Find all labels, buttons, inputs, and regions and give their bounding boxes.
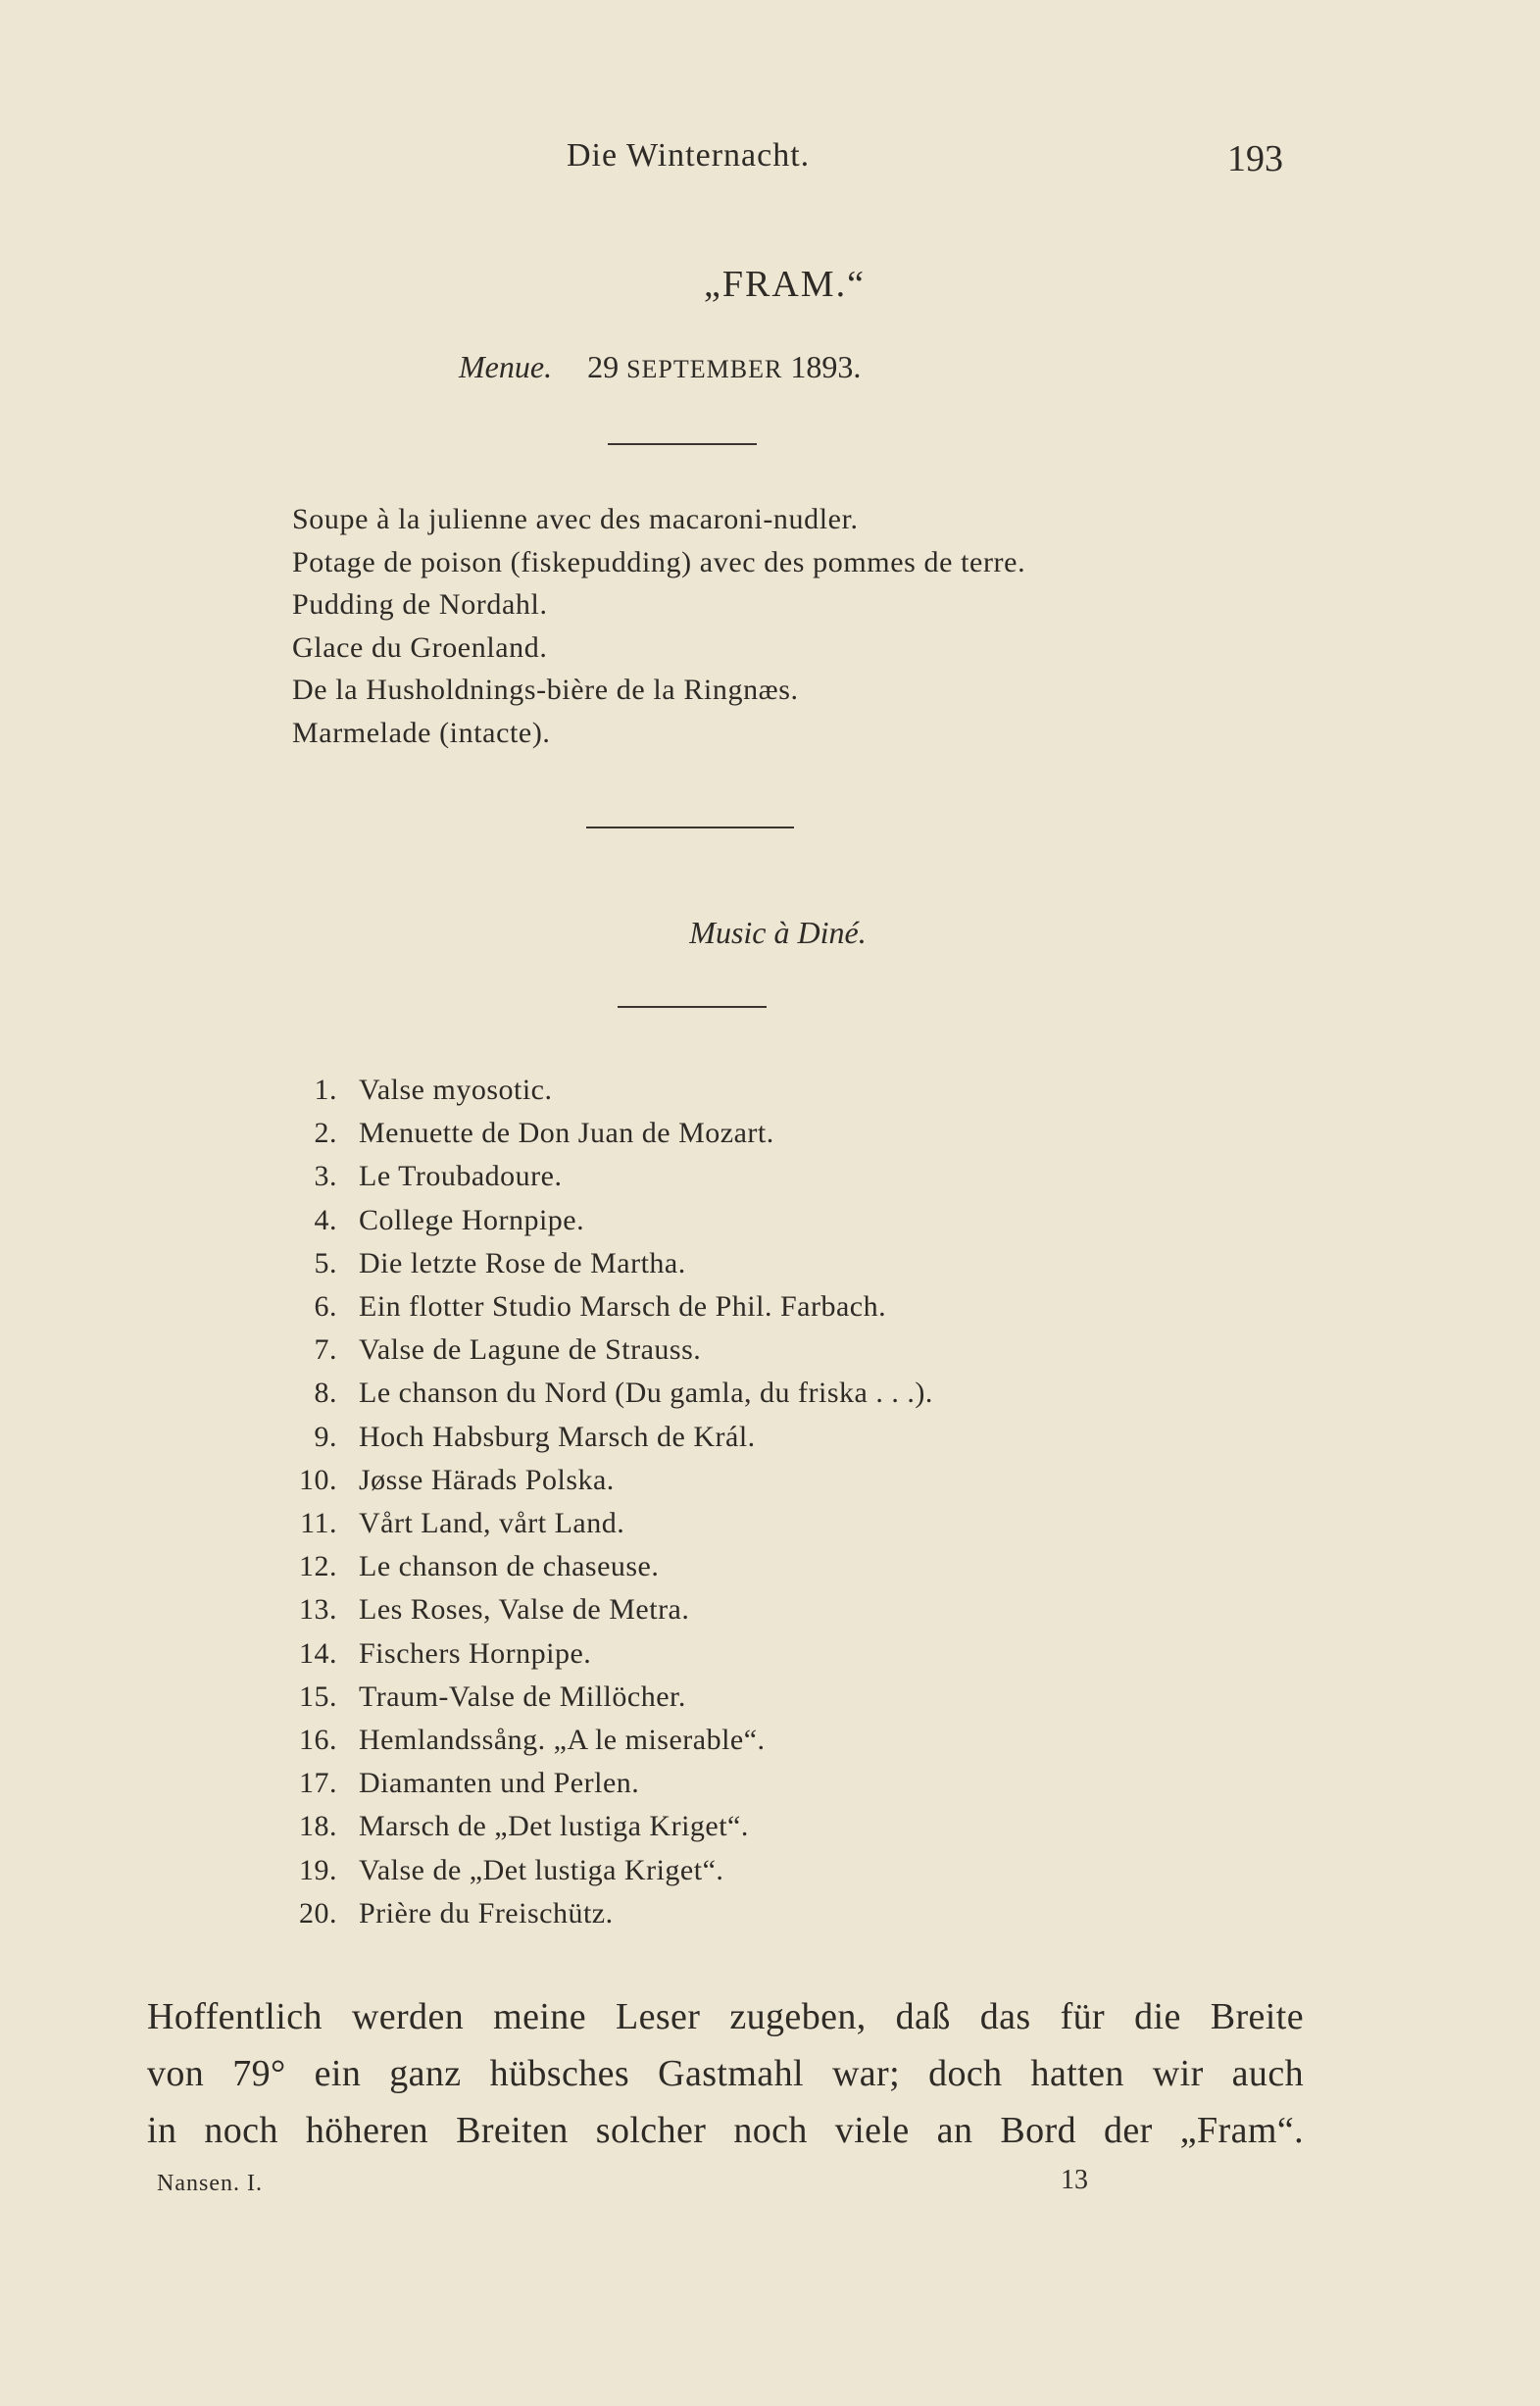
body-line: Hoffentlich werden meine Leser zugeben, daß das für die Breite <box>147 1996 1304 2037</box>
music-piece-title: Hoch Habsburg Marsch de Král. <box>359 1420 756 1453</box>
music-piece-number: 16. <box>299 1724 337 1757</box>
dish-item: Soupe à la julienne avec des macaroni-nudler. <box>292 503 859 535</box>
music-piece <box>274 1676 933 1719</box>
divider-rule <box>608 443 757 445</box>
music-piece <box>274 1372 933 1415</box>
music-piece <box>274 1762 933 1805</box>
menu-date-month: SEPTEMBER <box>626 355 783 383</box>
music-piece-title: Ein flotter Studio Marsch de Phil. Farbach. <box>359 1290 887 1324</box>
music-piece <box>274 1155 933 1198</box>
music-piece-number: 9. <box>314 1420 337 1453</box>
music-piece-number: 10. <box>299 1463 337 1496</box>
music-piece-title: Hemlandssång. „A le miserable“. <box>359 1724 766 1757</box>
music-piece-title: Le chanson de chaseuse. <box>359 1550 660 1583</box>
music-piece <box>274 1588 933 1631</box>
music-piece <box>274 1849 933 1892</box>
divider-rule <box>586 827 794 828</box>
music-program-list <box>274 1069 933 1935</box>
page-number: 193 <box>1227 138 1283 179</box>
dish-list <box>292 498 1025 754</box>
music-piece-number: 19. <box>299 1853 337 1886</box>
running-head <box>0 137 1540 186</box>
music-piece-title: Diamanten und Perlen. <box>359 1767 640 1800</box>
music-piece-number: 5. <box>314 1246 337 1279</box>
dish-item: Glace du Groenland. <box>292 630 548 664</box>
music-piece-number: 1. <box>314 1074 337 1106</box>
music-piece-number: 11. <box>300 1507 337 1540</box>
menu-date-year: 1893. <box>790 349 862 384</box>
dish-item: Pudding de Nordahl. <box>292 588 548 621</box>
music-piece <box>274 1328 933 1372</box>
body-paragraph <box>147 1988 1304 2159</box>
music-piece-title: Prière du Freischütz. <box>359 1896 614 1930</box>
music-piece-title: Valse myosotic. <box>359 1074 553 1106</box>
music-piece-number: 15. <box>299 1679 337 1713</box>
menu-heading <box>459 349 861 385</box>
music-piece-title: Jøsse Härads Polska. <box>359 1463 615 1496</box>
music-piece-title: Les Roses, Valse de Metra. <box>359 1593 690 1627</box>
music-piece <box>274 1242 933 1285</box>
music-piece-number: 6. <box>314 1290 337 1324</box>
music-piece-title: Die letzte Rose de Martha. <box>359 1246 686 1279</box>
music-piece-title: Valse de Lagune de Strauss. <box>359 1333 702 1367</box>
body-line: in noch höheren Breiten solcher noch viele an Bord der „Fram“. <box>147 2110 1304 2151</box>
music-piece-number: 12. <box>299 1550 337 1583</box>
music-heading: Music à Diné. <box>689 915 867 950</box>
music-piece <box>274 1069 933 1112</box>
ship-title: „FRAM.“ <box>704 264 866 305</box>
dish-item: Marmelade (intacte). <box>292 716 551 749</box>
music-piece <box>274 1416 933 1459</box>
music-piece-title: Valse de „Det lustiga Kriget“. <box>359 1853 724 1886</box>
music-piece-number: 2. <box>314 1117 337 1150</box>
menu-date-day: 29 <box>587 349 620 384</box>
menu-word: Menue. <box>459 349 553 384</box>
music-piece-number: 3. <box>314 1160 337 1193</box>
dish-item: Potage de poison (fiskepudding) avec des pommes de terre. <box>292 545 1026 578</box>
music-piece <box>274 1892 933 1935</box>
divider-rule <box>618 1006 767 1008</box>
music-piece <box>274 1285 933 1328</box>
music-piece-number: 18. <box>299 1810 337 1843</box>
music-piece <box>274 1502 933 1545</box>
music-piece-title: Le chanson du Nord (Du gamla, du friska . . .). <box>359 1377 933 1410</box>
music-piece-title: Menuette de Don Juan de Mozart. <box>359 1117 774 1150</box>
body-line: von 79° ein ganz hübsches Gastmahl war; doch hatten wir auch <box>147 2053 1304 2094</box>
music-piece-title: Vårt Land, vårt Land. <box>359 1507 625 1540</box>
music-piece-number: 7. <box>314 1333 337 1367</box>
music-piece-number: 13. <box>299 1593 337 1627</box>
music-piece-title: College Hornpipe. <box>359 1203 585 1236</box>
running-title: Die Winternacht. <box>567 137 811 174</box>
music-piece <box>274 1112 933 1155</box>
music-piece <box>274 1545 933 1588</box>
signature-mark: Nansen. I. <box>157 2171 263 2196</box>
music-piece-number: 14. <box>299 1636 337 1670</box>
music-piece <box>274 1805 933 1848</box>
page-footer <box>0 2165 1540 2210</box>
music-piece <box>274 1632 933 1676</box>
music-piece-title: Marsch de „Det lustiga Kriget“. <box>359 1810 749 1843</box>
dish-item: De la Husholdnings-bière de la Ringnæs. <box>292 674 799 706</box>
music-piece-title: Fischers Hornpipe. <box>359 1636 592 1670</box>
music-piece <box>274 1719 933 1762</box>
music-piece-number: 4. <box>314 1203 337 1236</box>
music-piece-title: Traum-Valse de Millöcher. <box>359 1679 686 1713</box>
sheet-number: 13 <box>1061 2165 1088 2195</box>
music-piece-number: 8. <box>314 1377 337 1410</box>
music-piece <box>274 1459 933 1502</box>
music-piece-number: 20. <box>299 1896 337 1930</box>
music-piece <box>274 1199 933 1242</box>
music-piece-number: 17. <box>299 1767 337 1800</box>
music-piece-title: Le Troubadoure. <box>359 1160 563 1193</box>
